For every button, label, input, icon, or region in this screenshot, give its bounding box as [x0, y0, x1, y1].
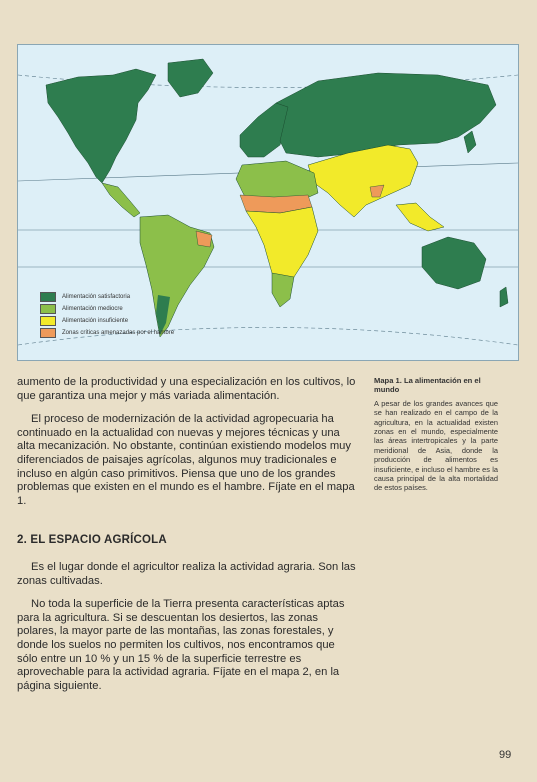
- legend-item-mediocre: [40, 303, 174, 315]
- body-paragraph-1: aumento de la productividad y una especialización en los cultivos, lo que garantiza una mejor y más variada alimentación.: [17, 376, 356, 402]
- asia-region: [276, 73, 496, 157]
- legend-label: Alimentación satisfactoria: [62, 294, 131, 300]
- south-africa-region: [272, 273, 294, 307]
- legend-label: Zonas críticas amenazadas por el hambre: [62, 330, 175, 336]
- japan-region: [464, 131, 476, 153]
- map-caption: [374, 376, 498, 493]
- map-legend: [40, 291, 174, 339]
- legend-swatch: [40, 316, 56, 326]
- legend-item-satisfactory: [40, 291, 174, 303]
- caption-text: A pesar de los grandes avances que se han realizado en el campo de la agricultura, en la actualidad existen zonas en el mundo, especialmente las áreas intertropicales y la parte meridional de Asia, donde la producción de alimentos es insuficiente, e incluso el hambre es la causa principal de la alta mortalidad de estos países.: [374, 398, 498, 493]
- europe-region: [240, 103, 288, 157]
- southeast-asia-region: [396, 203, 444, 231]
- legend-label: Alimentación insuficiente: [62, 318, 129, 324]
- body-paragraph-2: El proceso de modernización de la actividad agropecuaria ha continuado en la actualidad con nuevas y mejores técnicas y una alta mecanización. No obstante, continúan existiendo modelos muy diferenciados de paisajes agrícolas, algunos muy tradicionales e incluso en algún caso primitivos. Piensa que uno de los grandes problemas que existen en el mundo es el hambre. Fíjate en el mapa 1.: [17, 413, 355, 507]
- legend-swatch: [40, 304, 56, 314]
- new-zealand-region: [500, 287, 508, 307]
- central-america-region: [102, 183, 140, 217]
- legend-swatch: [40, 328, 56, 338]
- body-paragraph-4: No toda la superficie de la Tierra presenta características aptas para la agricultura. Si se descuentan los desiertos, las zonas polares, la mayor parte de las montañas, las zonas forestales, y donde los suelos no permiten los cultivos, nos encontramos que sólo entre un 10 % y un 15 % de la superficie terrestre es aprovechable para la actividad agraria. Fíjate en el mapa 2, en la página siguiente.: [17, 598, 345, 692]
- legend-item-critical: [40, 327, 174, 339]
- north-america-region: [46, 69, 156, 183]
- section-title: 2. EL ESPACIO AGRÍCOLA: [17, 534, 167, 547]
- page-number: 99: [499, 749, 512, 761]
- australia-region: [422, 237, 486, 289]
- body-paragraph-3: Es el lugar donde el agricultor realiza la actividad agraria. Son las zonas cultivadas.: [17, 560, 356, 587]
- legend-label: Alimentación mediocre: [62, 306, 123, 312]
- main-text-column: [17, 376, 357, 693]
- legend-item-insufficient: [40, 315, 174, 327]
- greenland-region: [168, 59, 213, 97]
- world-food-map: [17, 44, 519, 361]
- legend-swatch: [40, 292, 56, 302]
- caption-title: Mapa 1. La alimentación en el mundo: [374, 376, 481, 395]
